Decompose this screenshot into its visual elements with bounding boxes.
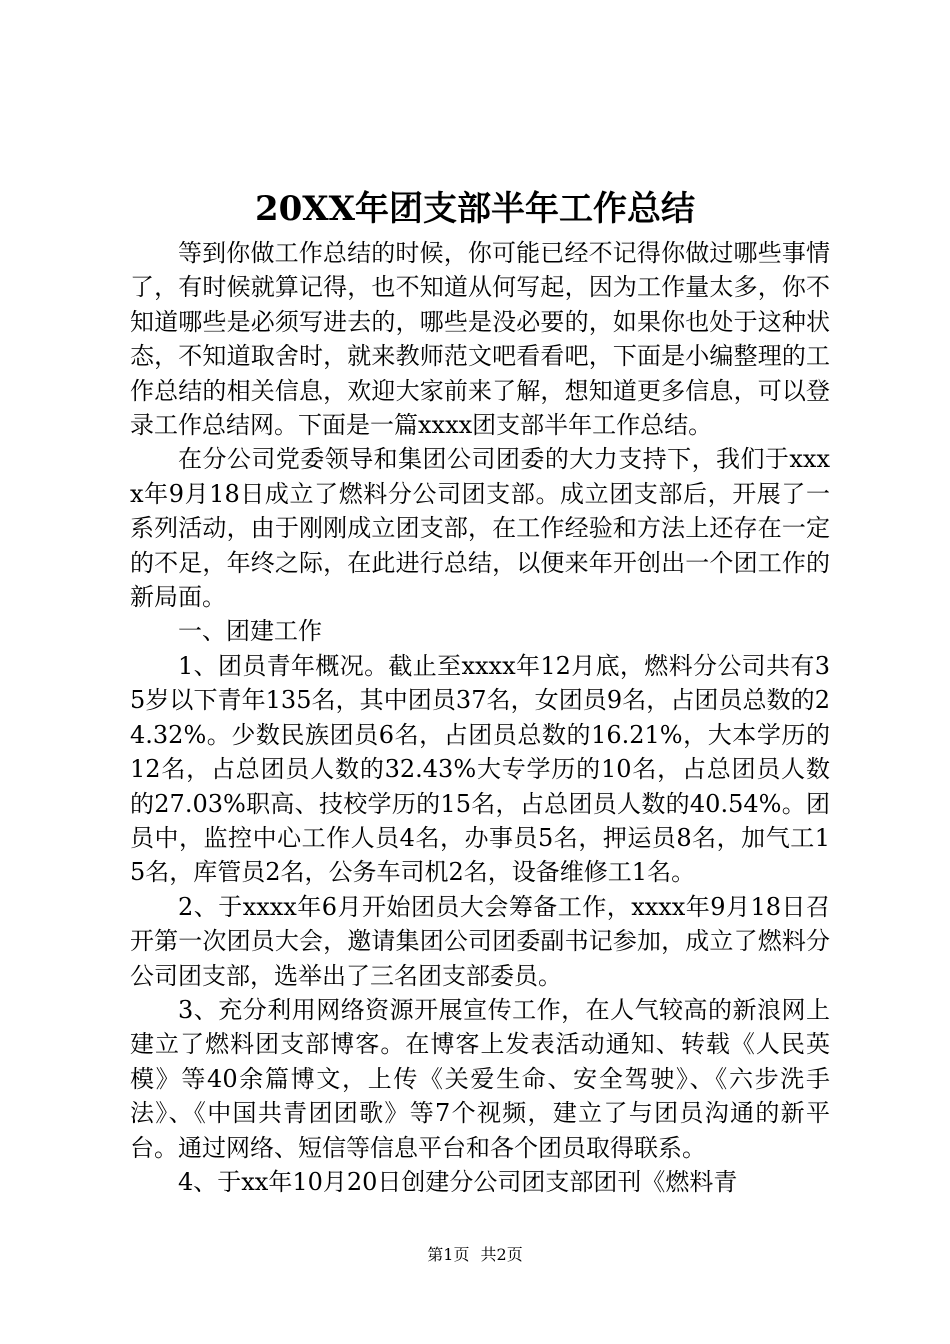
list-item: 2、于xxxx年6月开始团员大会筹备工作，xxxx年9月18日召开第一次团员大会，邀请集团公司团委副书记参加，成立了燃料分公司团支部，选举出了三名团支部委员。	[130, 892, 830, 990]
list-item: 4、于xx年10月20日创建分公司团支部团刊《燃料青	[178, 1167, 738, 1196]
list-item: 3、充分利用网络资源开展宣传工作，在人气较高的新浪网上建立了燃料团支部博客。在博客上发表活动通知、转载《人民英模》等40余篇博文，上传《关爱生命、安全驾驶》、《六步洗手法》、《中国共青团团歌》等7个视频，建立了与团员沟通的新平台。通过网络、短信等信息平台和各个团员取得联系。	[130, 995, 830, 1162]
page-number: 第1页	[427, 1245, 470, 1264]
background-paragraph: 在分公司党委领导和集团公司团委的大力支持下，我们于xxxx年9月18日成立了燃料分公司团支部。成立团支部后，开展了一系列活动，由于刚刚成立团支部，在工作经验和方法上还存在一定的不足，年终之际，在此进行总结，以便来年开创出一个团工作的新局面。	[130, 445, 830, 612]
section-heading: 一、团建工作	[178, 617, 322, 646]
document-body	[130, 236, 830, 1199]
list-item: 1、团员青年概况。截止至xxxx年12月底，燃料分公司共有35岁以下青年135名，其中团员37名，女团员9名，占团员总数的24.32%。少数民族团员6名，占团员总数的16.21%，大本学历的12名，占总团员人数的32.43%大专学历的10名，占总团员人数的27.03%职高、技校学历的15名，占总团员人数的40.54%。团员中，监控中心工作人员4名，办事员5名，押运员8名，加气工15名，库管员2名，公务车司机2名，设备维修工1名。	[130, 651, 830, 887]
page-total: 共2页	[480, 1245, 523, 1264]
page-footer	[0, 1244, 950, 1266]
document-title: 20XX年团支部半年工作总结	[254, 189, 696, 229]
intro-paragraph: 等到你做工作总结的时候，你可能已经不记得你做过哪些事情了，有时候就算记得，也不知道从何写起，因为工作量太多，你不知道哪些是必须写进去的，哪些是没必要的，如果你也处于这种状态，不知道取舍时，就来教师范文吧看看吧，下面是小编整理的工作总结的相关信息，欢迎大家前来了解，想知道更多信息，可以登录工作总结网。下面是一篇xxxx团支部半年工作总结。	[130, 239, 830, 440]
